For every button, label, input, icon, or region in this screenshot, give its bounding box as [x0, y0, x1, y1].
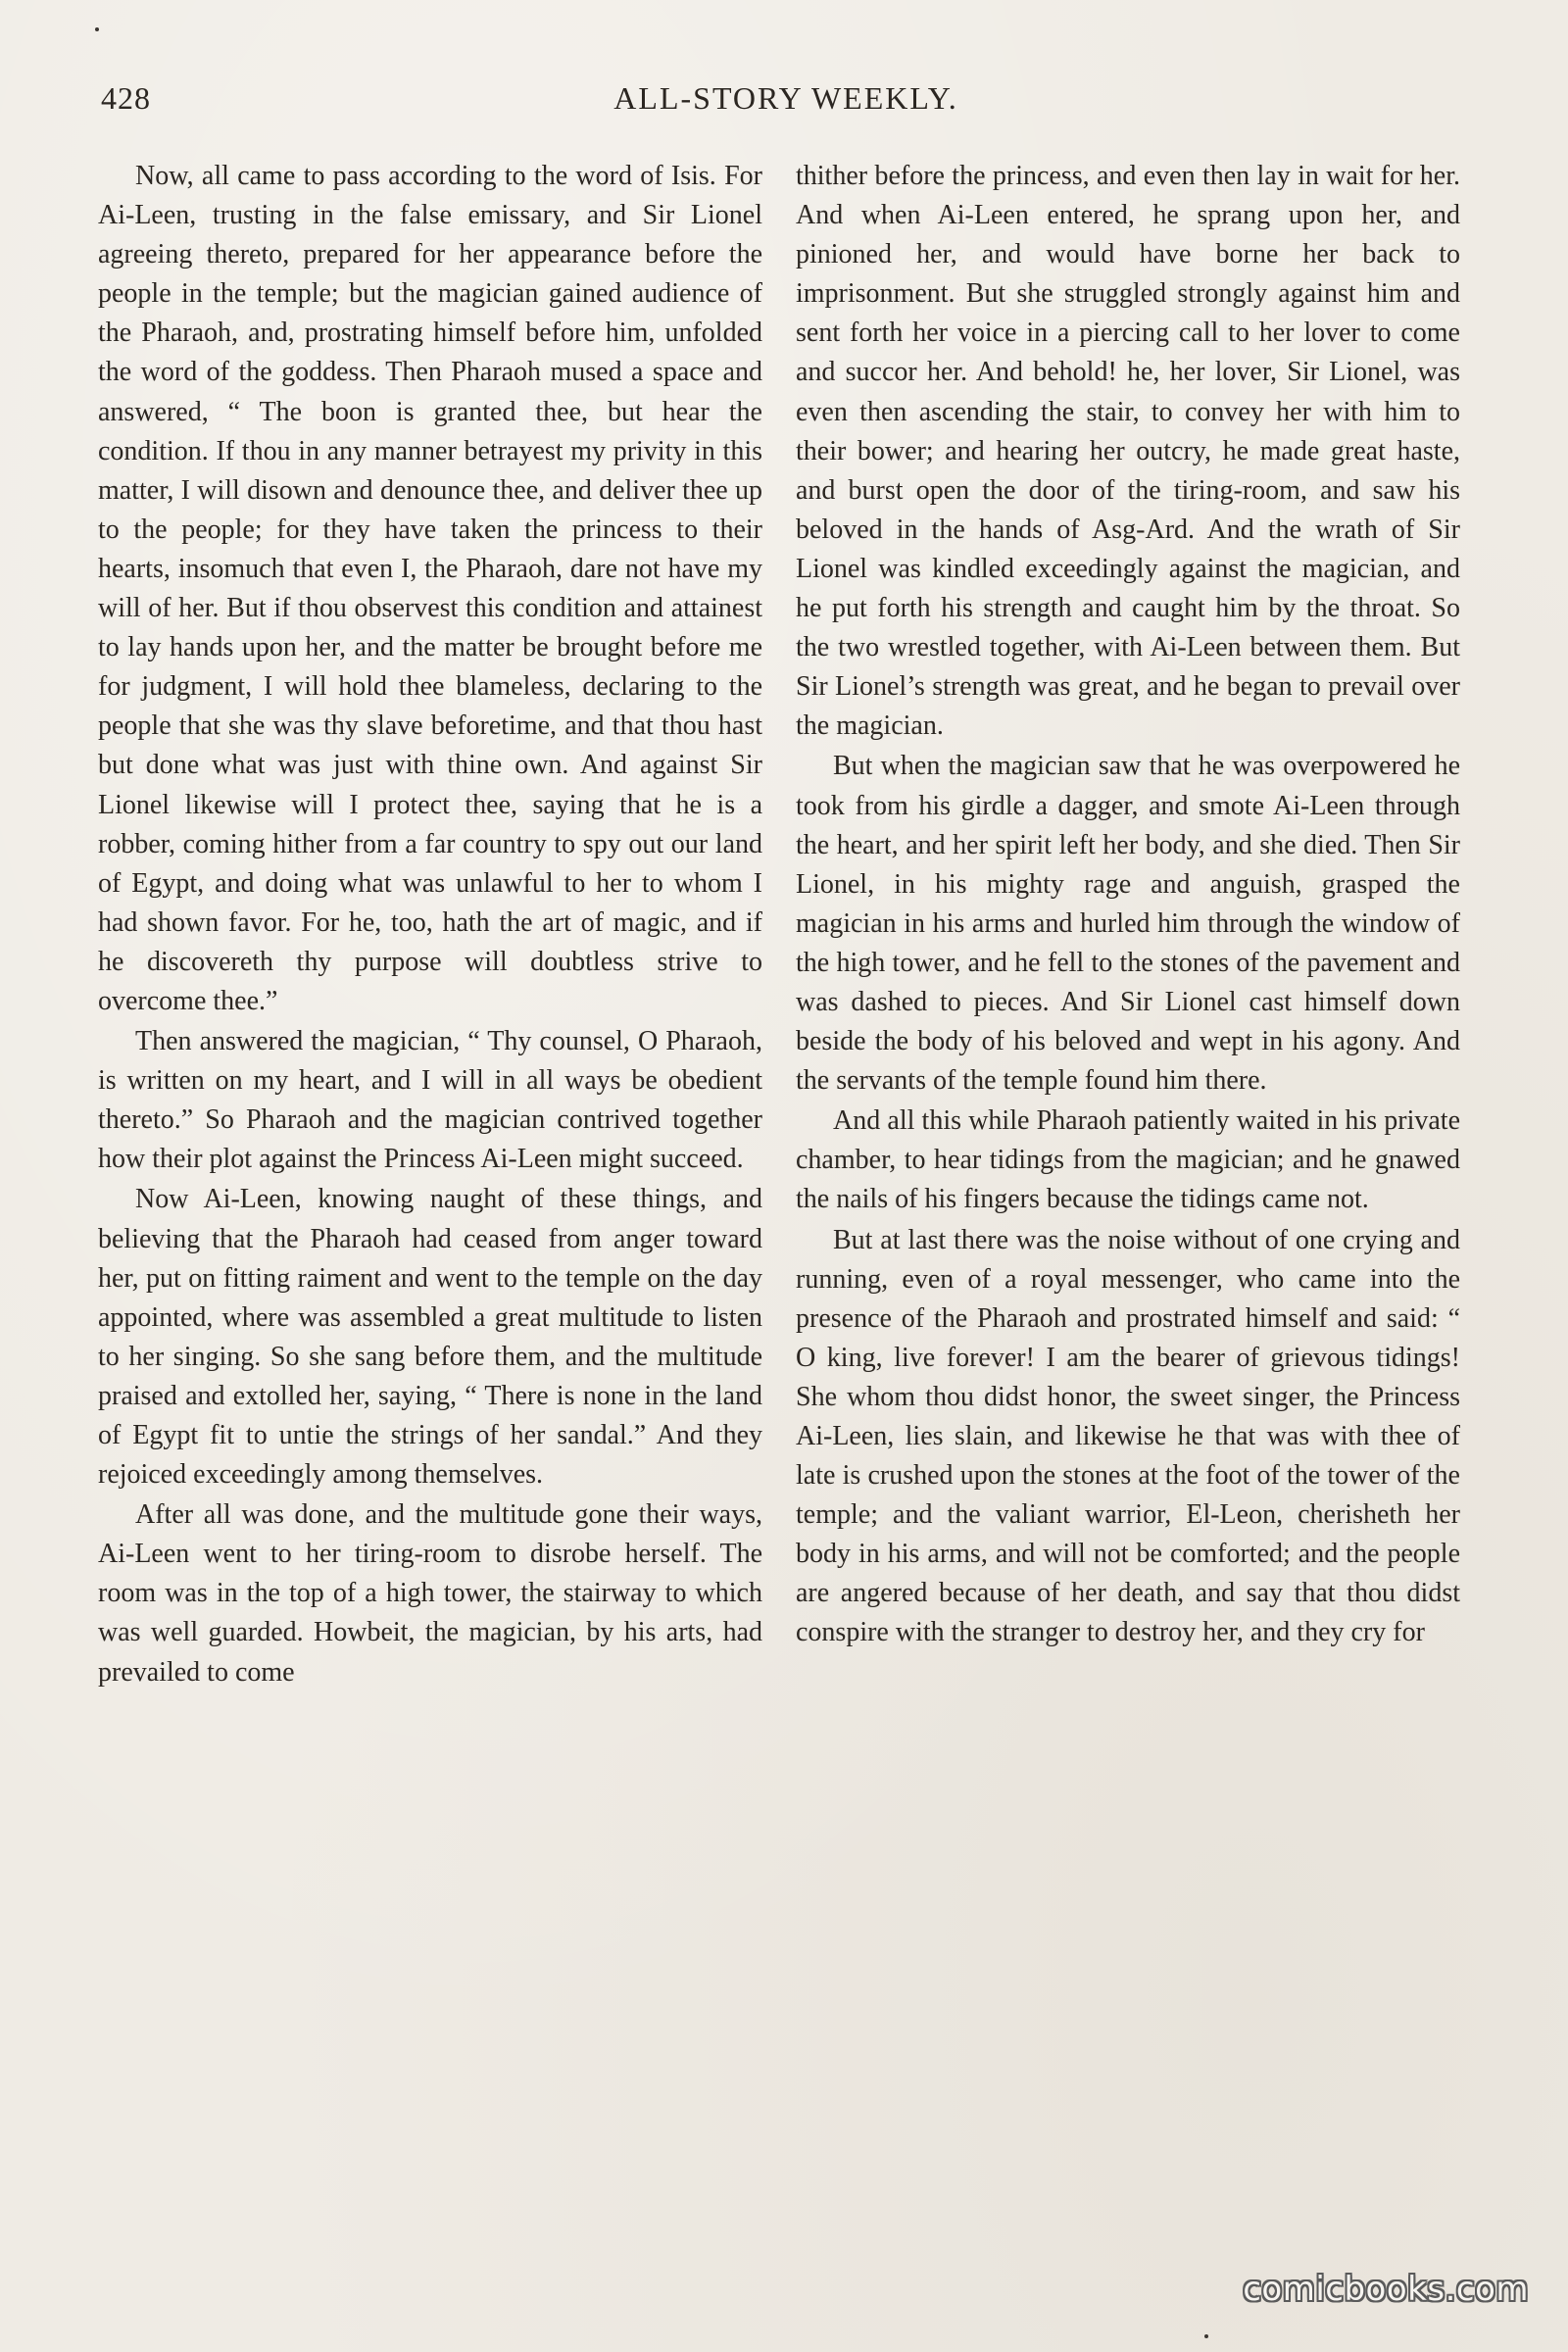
watermark: comicbooks.com: [1243, 2270, 1529, 2309]
page-number: 428: [101, 80, 151, 116]
running-title: ALL-STORY WEEKLY.: [613, 80, 958, 116]
paragraph: After all was done, and the multitude gone their ways, Ai-Leen went to her tiring-room to disrobe herself. The room was in the top of a high tower, the stairway to which was well guarded. Howbeit, the magician, by his arts, had prevailed to come: [98, 1499, 762, 1688]
paragraph: And all this while Pharaoh patiently waited in his private chamber, to hear tidings from the magician; and he gnawed the nails of his fingers because the tidings came not.: [796, 1105, 1460, 1215]
paragraph: But when the magician saw that he was overpowered he took from his girdle a dagger, and smote Ai-Leen through the heart, and her spirit left her body, and she died. Then Sir Lionel, in his mighty rage and anguish, grasped the magician in his arms and hurled him through the window of the high tower, and he fell to the stones of the pavement and was dashed to pieces. And Sir Lionel cast himself down beside the body of his beloved and wept in his agony. And the servants of the temple found him there.: [796, 751, 1460, 1097]
paragraph: Then answered the magician, “ Thy counsel, O Pharaoh, is written on my heart, and I will in all ways be obedient thereto.” So Pharaoh and the magician contrived together how their plot against the Princess Ai-Leen might succeed.: [98, 1026, 762, 1175]
paragraph: Now Ai-Leen, knowing naught of these things, and believing that the Pharaoh had ceased from anger toward her, put on fitting raiment and went to the temple on the day appointed, where was assembled a great multitude to listen to her singing. So she sang before them, and the multitude praised and extolled her, saying, “ There is none in the land of Egypt fit to untie the strings of her sandal.” And they rejoiced exceedingly among themselves.: [98, 1184, 762, 1491]
right-column: [796, 157, 1460, 1653]
ink-speck: [95, 27, 99, 31]
paragraph-continuation: thither before the princess, and even then lay in wait for her. And when Ai-Leen entered, he sprang upon her, and pinioned her, and would have borne her back to imprisonment. But she struggled strongly against him and sent forth her voice in a piercing call to her lover to come and succor her. And behold! he, her lover, Sir Lionel, was even then ascending the stair, to convey her with him to their bower; and hearing her outcry, he made great haste, and burst open the door of the tiring-room, and saw his beloved in the hands of Asg-Ard. And the wrath of Sir Lionel was kindled exceedingly against the magician, and he put forth his strength and caught him by the throat. So the two wrestled together, with Ai-Leen between them. But Sir Lionel’s strength was great, and he began to prevail over the magician.: [796, 161, 1460, 742]
page-header: [101, 80, 1471, 129]
left-column: [98, 157, 762, 1692]
paragraph: But at last there was the noise without of one crying and running, even of a royal messenger, who came into the presence of the Pharaoh and prostrated himself and said: “ O king, live forever! I am the bearer of grievous tidings! She whom thou didst honor, the sweet singer, the Princess Ai-Leen, lies slain, and likewise he that was with thee of late is crushed upon the stones at the foot of the tower of the temple; and the valiant warrior, El-Leon, cherisheth her body in his arms, and will not be comforted; and the people are angered because of her death, and say that thou didst conspire with the stranger to destroy her, and they cry for: [796, 1224, 1460, 1648]
paragraph: Now, all came to pass according to the word of Isis. For Ai-Leen, trusting in the false emissary, and Sir Lionel agreeing thereto, prepared for her appearance before the people in the temple; but the magician gained audience of the Pharaoh, and, prostrating himself before him, unfolded the word of the goddess. Then Pharaoh mused a space and answered, “ The boon is granted thee, but hear the condition. If thou in any manner betrayest my privity in this matter, I will disown and denounce thee, and deliver thee up to the people; for they have taken the princess to their hearts, insomuch that even I, the Pharaoh, dare not have my will of her. But if thou observest this condition and attainest to lay hands upon her, and the matter be brought before me for judgment, I will hold thee blameless, declaring to the people that she was thy slave beforetime, and that thou hast but done what was just with thine own. And against Sir Lionel likewise will I protect thee, saying that he is a robber, coming hither from a far country to spy out our land of Egypt, and doing what was unlawful to her to whom I had shown favor. For he, too, hath the art of magic, and if he discovereth thy purpose will doubtless strive to overcome thee.”: [98, 161, 762, 1016]
ink-speck: [1204, 2334, 1208, 2338]
